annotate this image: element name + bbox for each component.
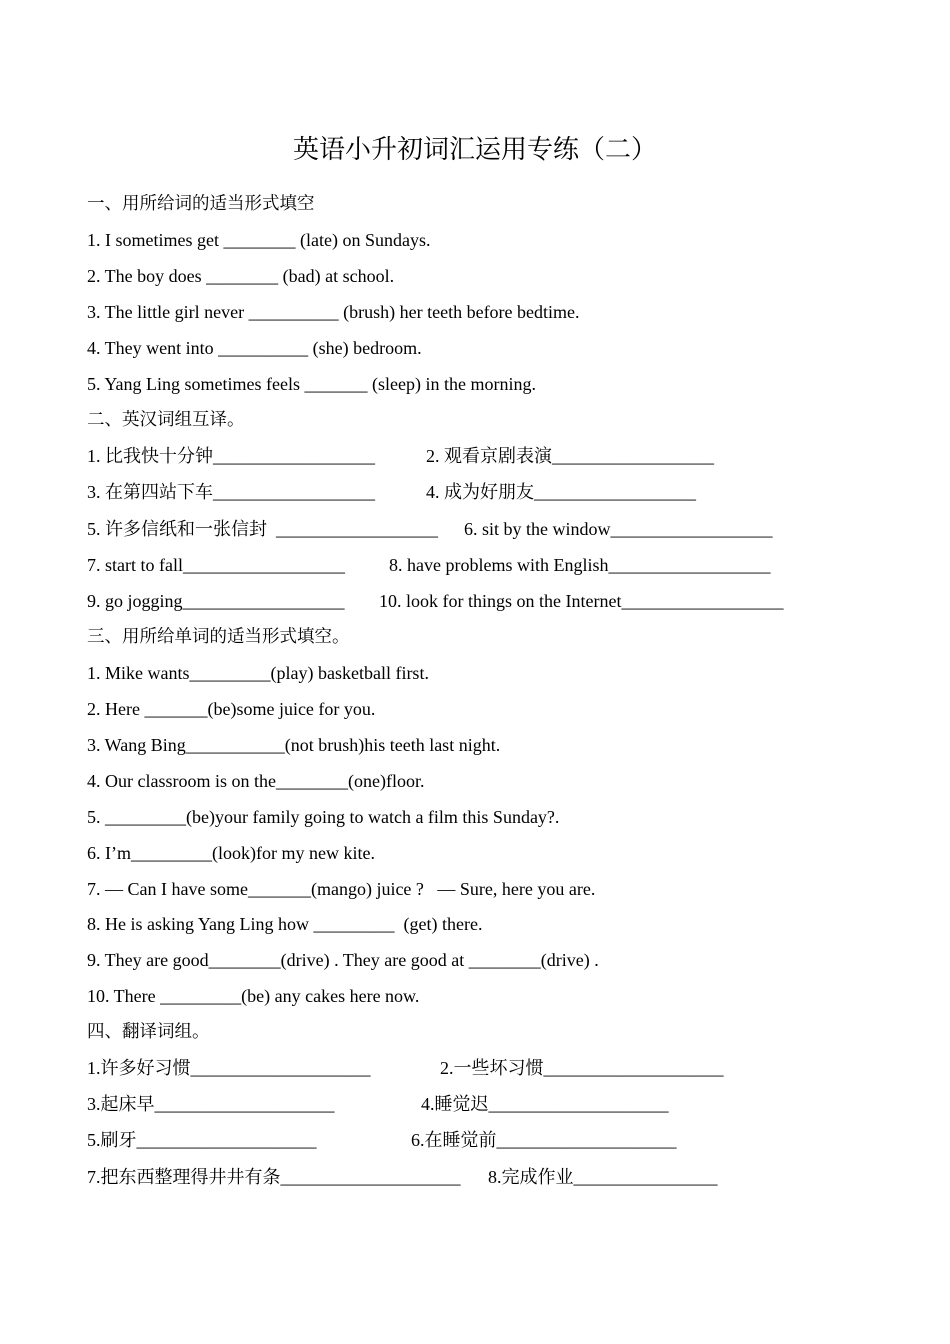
section-2-item-5: 5. 许多信纸和一张信封 __________________ <box>87 519 438 539</box>
section-2-heading: 二、英汉词组互译。 <box>87 410 245 430</box>
page-title: 英语小升初词汇运用专练（二） <box>292 135 657 165</box>
section-4-item-8: 8.完成作业________________ <box>488 1167 718 1187</box>
section-2-item-2: 2. 观看京剧表演__________________ <box>426 446 714 466</box>
section-4-item-2: 2.一些坏习惯____________________ <box>440 1058 724 1078</box>
section-4-heading: 四、翻译词组。 <box>87 1022 210 1042</box>
section-4-item-3: 3.起床早____________________ <box>87 1094 335 1114</box>
section-2-item-7: 7. start to fall__________________ <box>87 555 345 575</box>
section-2-item-10: 10. look for things on the Internet__________________ <box>379 591 784 611</box>
section-2-item-3: 3. 在第四站下车__________________ <box>87 482 375 502</box>
section-3-item-6: 6. I’m_________(look)for my new kite. <box>87 843 375 863</box>
section-2-item-8: 8. have problems with English__________________ <box>389 555 771 575</box>
section-3-item-2: 2. Here _______(be)some juice for you. <box>87 699 376 719</box>
section-2-item-6: 6. sit by the window__________________ <box>464 519 773 539</box>
section-3-item-4: 4. Our classroom is on the________(one)floor. <box>87 771 425 791</box>
section-2-item-1: 1. 比我快十分钟__________________ <box>87 446 375 466</box>
section-4-item-4: 4.睡觉迟____________________ <box>421 1094 669 1114</box>
section-3-item-7: 7. — Can I have some_______(mango) juice ? — Sure, here you are. <box>87 879 596 899</box>
section-1-item-3: 3. The little girl never __________ (brush) her teeth before bedtime. <box>87 302 580 322</box>
section-3-heading: 三、用所给单词的适当形式填空。 <box>87 627 350 647</box>
section-1-item-5: 5. Yang Ling sometimes feels _______ (sleep) in the morning. <box>87 374 536 394</box>
section-3-item-10: 10. There _________(be) any cakes here now. <box>87 986 420 1006</box>
section-3-item-3: 3. Wang Bing___________(not brush)his teeth last night. <box>87 735 501 755</box>
section-3-item-8: 8. He is asking Yang Ling how _________ (get) there. <box>87 914 483 934</box>
section-1-heading: 一、用所给词的适当形式填空 <box>87 194 315 214</box>
section-3-item-1: 1. Mike wants_________(play) basketball first. <box>87 663 429 683</box>
section-4-item-7: 7.把东西整理得井井有条____________________ <box>87 1167 461 1187</box>
section-4-item-5: 5.刷牙____________________ <box>87 1130 317 1150</box>
section-1-item-1: 1. I sometimes get ________ (late) on Sundays. <box>87 230 431 250</box>
section-1-item-2: 2. The boy does ________ (bad) at school. <box>87 266 395 286</box>
section-3-item-5: 5. _________(be)your family going to watch a film this Sunday?. <box>87 807 560 827</box>
section-1-item-4: 4. They went into __________ (she) bedroom. <box>87 338 422 358</box>
section-2-item-4: 4. 成为好朋友__________________ <box>426 482 696 502</box>
section-2-item-9: 9. go jogging__________________ <box>87 591 345 611</box>
section-4-item-1: 1.许多好习惯____________________ <box>87 1058 371 1078</box>
section-3-item-9: 9. They are good________(drive) . They are good at ________(drive) . <box>87 950 599 970</box>
section-4-item-6: 6.在睡觉前____________________ <box>411 1130 677 1150</box>
